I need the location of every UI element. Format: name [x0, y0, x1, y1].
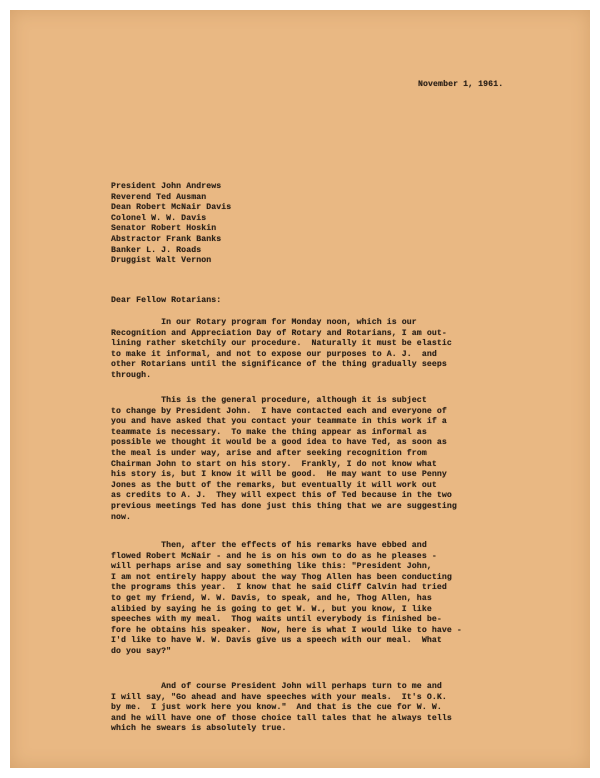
text-line: the programs this year. I know that he said Cliff Calvin had tried	[111, 583, 447, 593]
text-line: and he will have one of those choice tall tales that he always tells	[111, 713, 452, 723]
recipient: Druggist Walt Vernon	[111, 256, 212, 266]
recipient: Reverend Ted Ausman	[111, 192, 207, 202]
text-line: through.	[111, 370, 152, 380]
text-line: lining rather sketchily our procedure. Naturally it must be elastic	[111, 339, 452, 349]
paragraph	[111, 682, 452, 735]
text-line: to change by President John. I have contacted each and everyone of	[111, 406, 447, 416]
paragraph	[111, 318, 452, 382]
text-line: fore he obtains his speaker. Now, here is what I would like to have -	[111, 625, 462, 635]
text-line: the meal is under way, arise and after seeking recognition from	[111, 448, 427, 458]
text-line: possible we thought it would be a good idea to have Ted, as soon as	[111, 438, 447, 448]
text-line: I'd like to have W. W. Davis give us a speech with our meal. What	[111, 636, 442, 646]
text-line: In our Rotary program for Monday noon, which is our	[111, 318, 417, 327]
recipient: Abstractor Frank Banks	[111, 234, 222, 244]
text-line: Chairman John to start on his story. Frankly, I do not know what	[111, 459, 437, 469]
letter-date: November 1, 1961.	[418, 80, 504, 89]
recipient: Senator Robert Hoskin	[111, 224, 217, 234]
text-line: to get my friend, W. W. Davis, to speak, and he, Thog Allen, has	[111, 593, 432, 603]
recipient: Dean Robert McNair Davis	[111, 203, 232, 213]
recipient-list	[111, 182, 231, 267]
text-line: now.	[111, 512, 132, 522]
text-line: And of course President John will perhaps turn to me and	[111, 682, 442, 691]
paragraph	[111, 396, 457, 523]
paragraph	[111, 541, 462, 658]
text-line: I will say, "Go ahead and have speeches with your meals. It's O.K.	[111, 692, 447, 702]
text-line: I am not entirely happy about the way Thog Allen has been conducting	[111, 572, 452, 582]
text-line: Then, after the effects of his remarks have ebbed and	[111, 541, 427, 550]
salutation: Dear Fellow Rotarians:	[111, 296, 222, 305]
text-line: you and have asked that you contact your teammate in this work if a	[111, 417, 447, 427]
text-line: flowed Robert McNair - and he is on his own to do as he pleases -	[111, 551, 437, 561]
text-line: This is the general procedure, although it is subject	[111, 396, 427, 405]
recipient: Banker L. J. Roads	[111, 245, 202, 255]
text-line: which he swears is absolutely true.	[111, 724, 287, 734]
text-line: speeches with my meal. Thog waits until everybody is finished be-	[111, 615, 442, 625]
text-line: previous meetings Ted has done just this thing that we are suggesting	[111, 501, 457, 511]
text-line: Jones as the butt of the remarks, but eventually it will work out	[111, 480, 437, 490]
text-line: other Rotarians until the significance of the thing gradually seeps	[111, 360, 447, 370]
text-line: Recognition and Appreciation Day of Rotary and Rotarians, I am out-	[111, 328, 447, 338]
text-line: will perhaps arise and say something like this: "President John,	[111, 562, 432, 572]
text-line: alibied by saying he is going to get W. W., but you know, I like	[111, 604, 432, 614]
recipient: Colonel W. W. Davis	[111, 213, 207, 223]
text-line: his story is, but I know it will be good. He may want to use Penny	[111, 470, 447, 480]
text-line: as credits to A. J. They will expect this of Ted because in the two	[111, 491, 452, 501]
text-line: teammate is necessary. To make the thing appear as informal as	[111, 427, 427, 437]
text-line: do you say?"	[111, 646, 172, 656]
recipient: President John Andrews	[111, 182, 222, 191]
text-line: by me. I just work here you know." And that is the cue for W. W.	[111, 703, 442, 713]
text-line: to make it informal, and not to expose our purposes to A. J. and	[111, 349, 437, 359]
